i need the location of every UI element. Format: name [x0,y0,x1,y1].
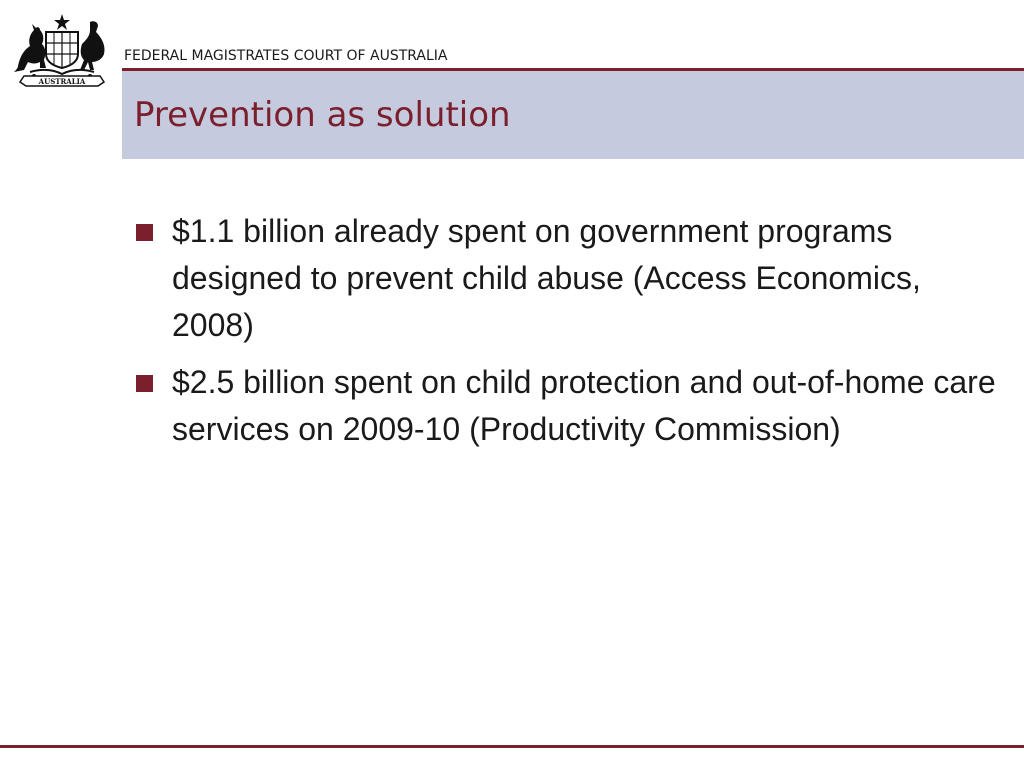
square-bullet-icon [136,375,153,392]
footer-rule [0,745,1024,748]
court-name: FEDERAL MAGISTRATES COURT OF AUSTRALIA [124,48,448,64]
bullet-text: $1.1 billion already spent on government programs designed to prevent child abuse (Access Economics, 2008) [172,213,921,343]
slide-title: Prevention as solution [134,95,511,135]
bullet-item [136,359,996,453]
title-band [122,71,1024,159]
crest-label: AUSTRALIA [38,77,86,86]
bullet-text: $2.5 billion spent on child protection and out-of-home care services on 2009-10 (Productivity Commission) [172,364,996,447]
bullet-item [136,208,996,349]
square-bullet-icon [136,224,153,241]
coat-of-arms-icon [10,10,114,88]
bullet-list [136,208,996,463]
